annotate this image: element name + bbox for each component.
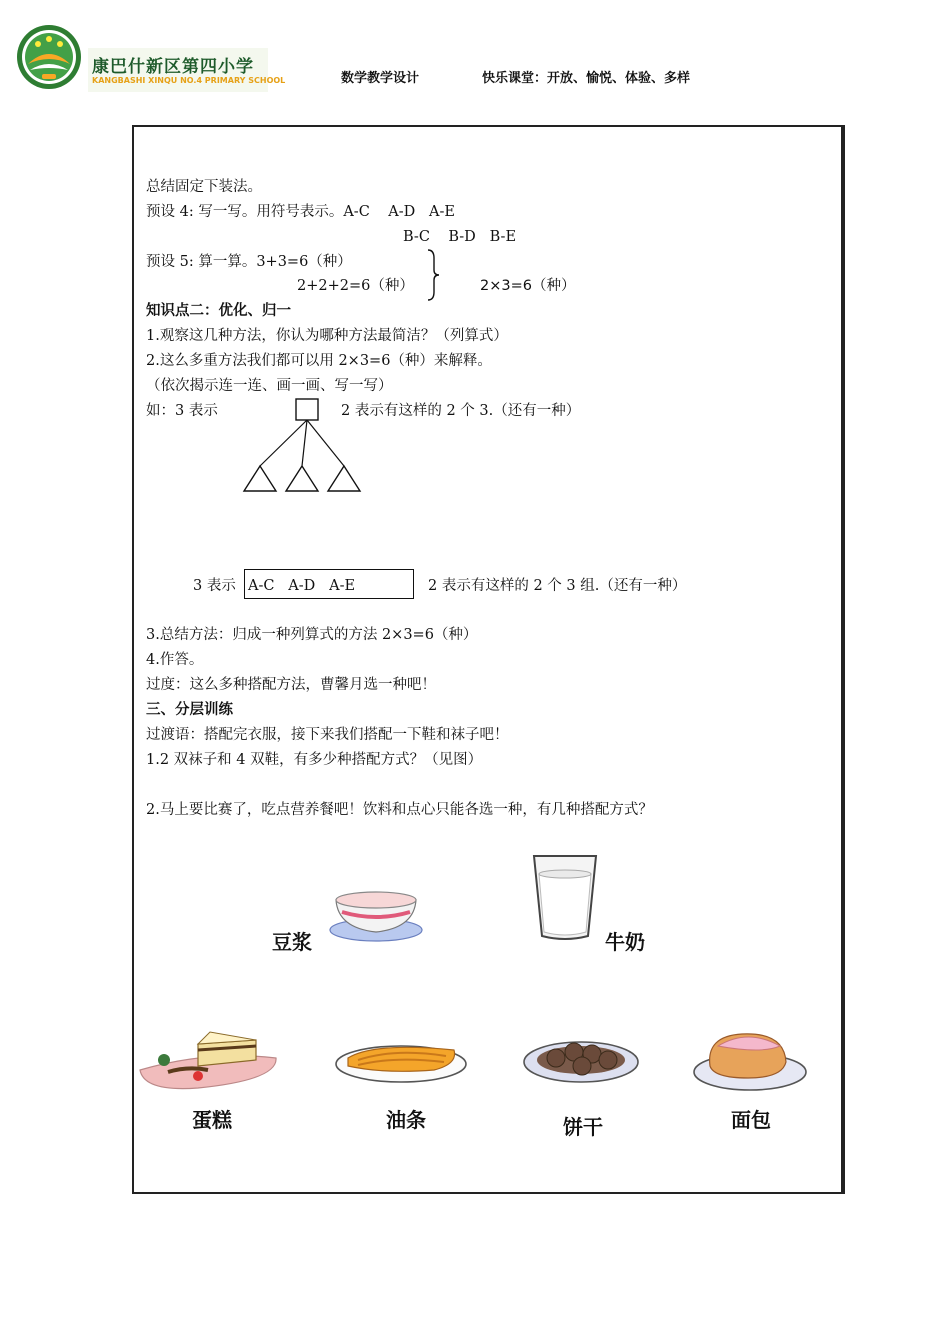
line-preset-5: 预设 5: 算一算。3+3=6（种）	[146, 254, 352, 270]
line-question-1: 1.2 双袜子和 4 双鞋，有多少种搭配方式？（见图）	[146, 752, 483, 768]
label-cake: 蛋糕	[192, 1108, 232, 1132]
label-bread: 面包	[731, 1108, 771, 1132]
label-milk: 牛奶	[605, 930, 645, 954]
school-name-en: KANGBASHI XINQU NO.4 PRIMARY SCHOOL	[92, 76, 286, 85]
label-biscuit: 饼干	[563, 1115, 603, 1139]
header-motto: 快乐课堂：开放、愉悦、体验、多样	[482, 71, 691, 86]
line-3-means: 3 表示	[193, 578, 236, 594]
line-preset-5-row2: 2+2+2=6（种）	[297, 278, 414, 294]
line-summary-method: 3.总结方法：归成一种列算式的方法 2×3=6（种）	[146, 627, 478, 643]
bread-plate-icon	[692, 1026, 808, 1096]
header-subject: 数学教学设计	[341, 71, 420, 86]
line-observe: 1.观察这几种方法，你认为哪种方法最简洁？（列算式）	[146, 328, 508, 344]
line-summary: 总结固定下装法。	[146, 179, 262, 195]
line-2-groups: 2 表示有这样的 2 个 3 组.（还有一种）	[428, 578, 687, 594]
combination-box: A-C A-D A-E	[244, 569, 414, 599]
cake-plate-icon	[138, 1030, 280, 1096]
line-question-2: 2.马上要比赛了，吃点营养餐吧！饮料和点心只能各选一种，有几种搭配方式？	[146, 802, 653, 818]
line-reveal: （依次揭示连一连、画一画、写一写）	[146, 378, 393, 394]
school-logo-icon	[16, 24, 82, 90]
line-transition-2: 过渡语：搭配完衣服，接下来我们搭配一下鞋和袜子吧！	[146, 727, 509, 743]
label-youtiao: 油条	[386, 1108, 426, 1132]
label-soy-milk: 豆浆	[272, 930, 312, 954]
line-example-2: 2 表示有这样的 2 个 3.（还有一种）	[341, 403, 581, 419]
soy-milk-bowl-icon	[328, 886, 424, 950]
heading-layered-training: 三、分层训练	[146, 702, 233, 718]
school-name-cn: 康巴什新区第四小学	[92, 57, 254, 77]
line-preset-4: 预设 4: 写一写。用符号表示。A-C A-D A-E	[146, 204, 456, 220]
line-transition: 过度：这么多种搭配方法，曹馨月选一种吧！	[146, 677, 436, 693]
line-preset-5-result: 2×3=6（种）	[480, 278, 576, 294]
brace-icon	[426, 248, 440, 306]
line-preset-4-row2: B-C B-D B-E	[403, 229, 517, 245]
tree-diagram	[238, 396, 368, 500]
youtiao-plate-icon	[334, 1036, 468, 1088]
milk-glass-icon	[530, 852, 600, 946]
line-explain: 2.这么多重方法我们都可以用 2×3=6（种）来解释。	[146, 353, 492, 369]
heading-knowledge-2: 知识点二：优化、归一	[146, 303, 291, 319]
line-answer: 4.作答。	[146, 652, 204, 668]
line-example-3: 如：3 表示	[146, 403, 218, 419]
biscuit-plate-icon	[522, 1036, 640, 1090]
